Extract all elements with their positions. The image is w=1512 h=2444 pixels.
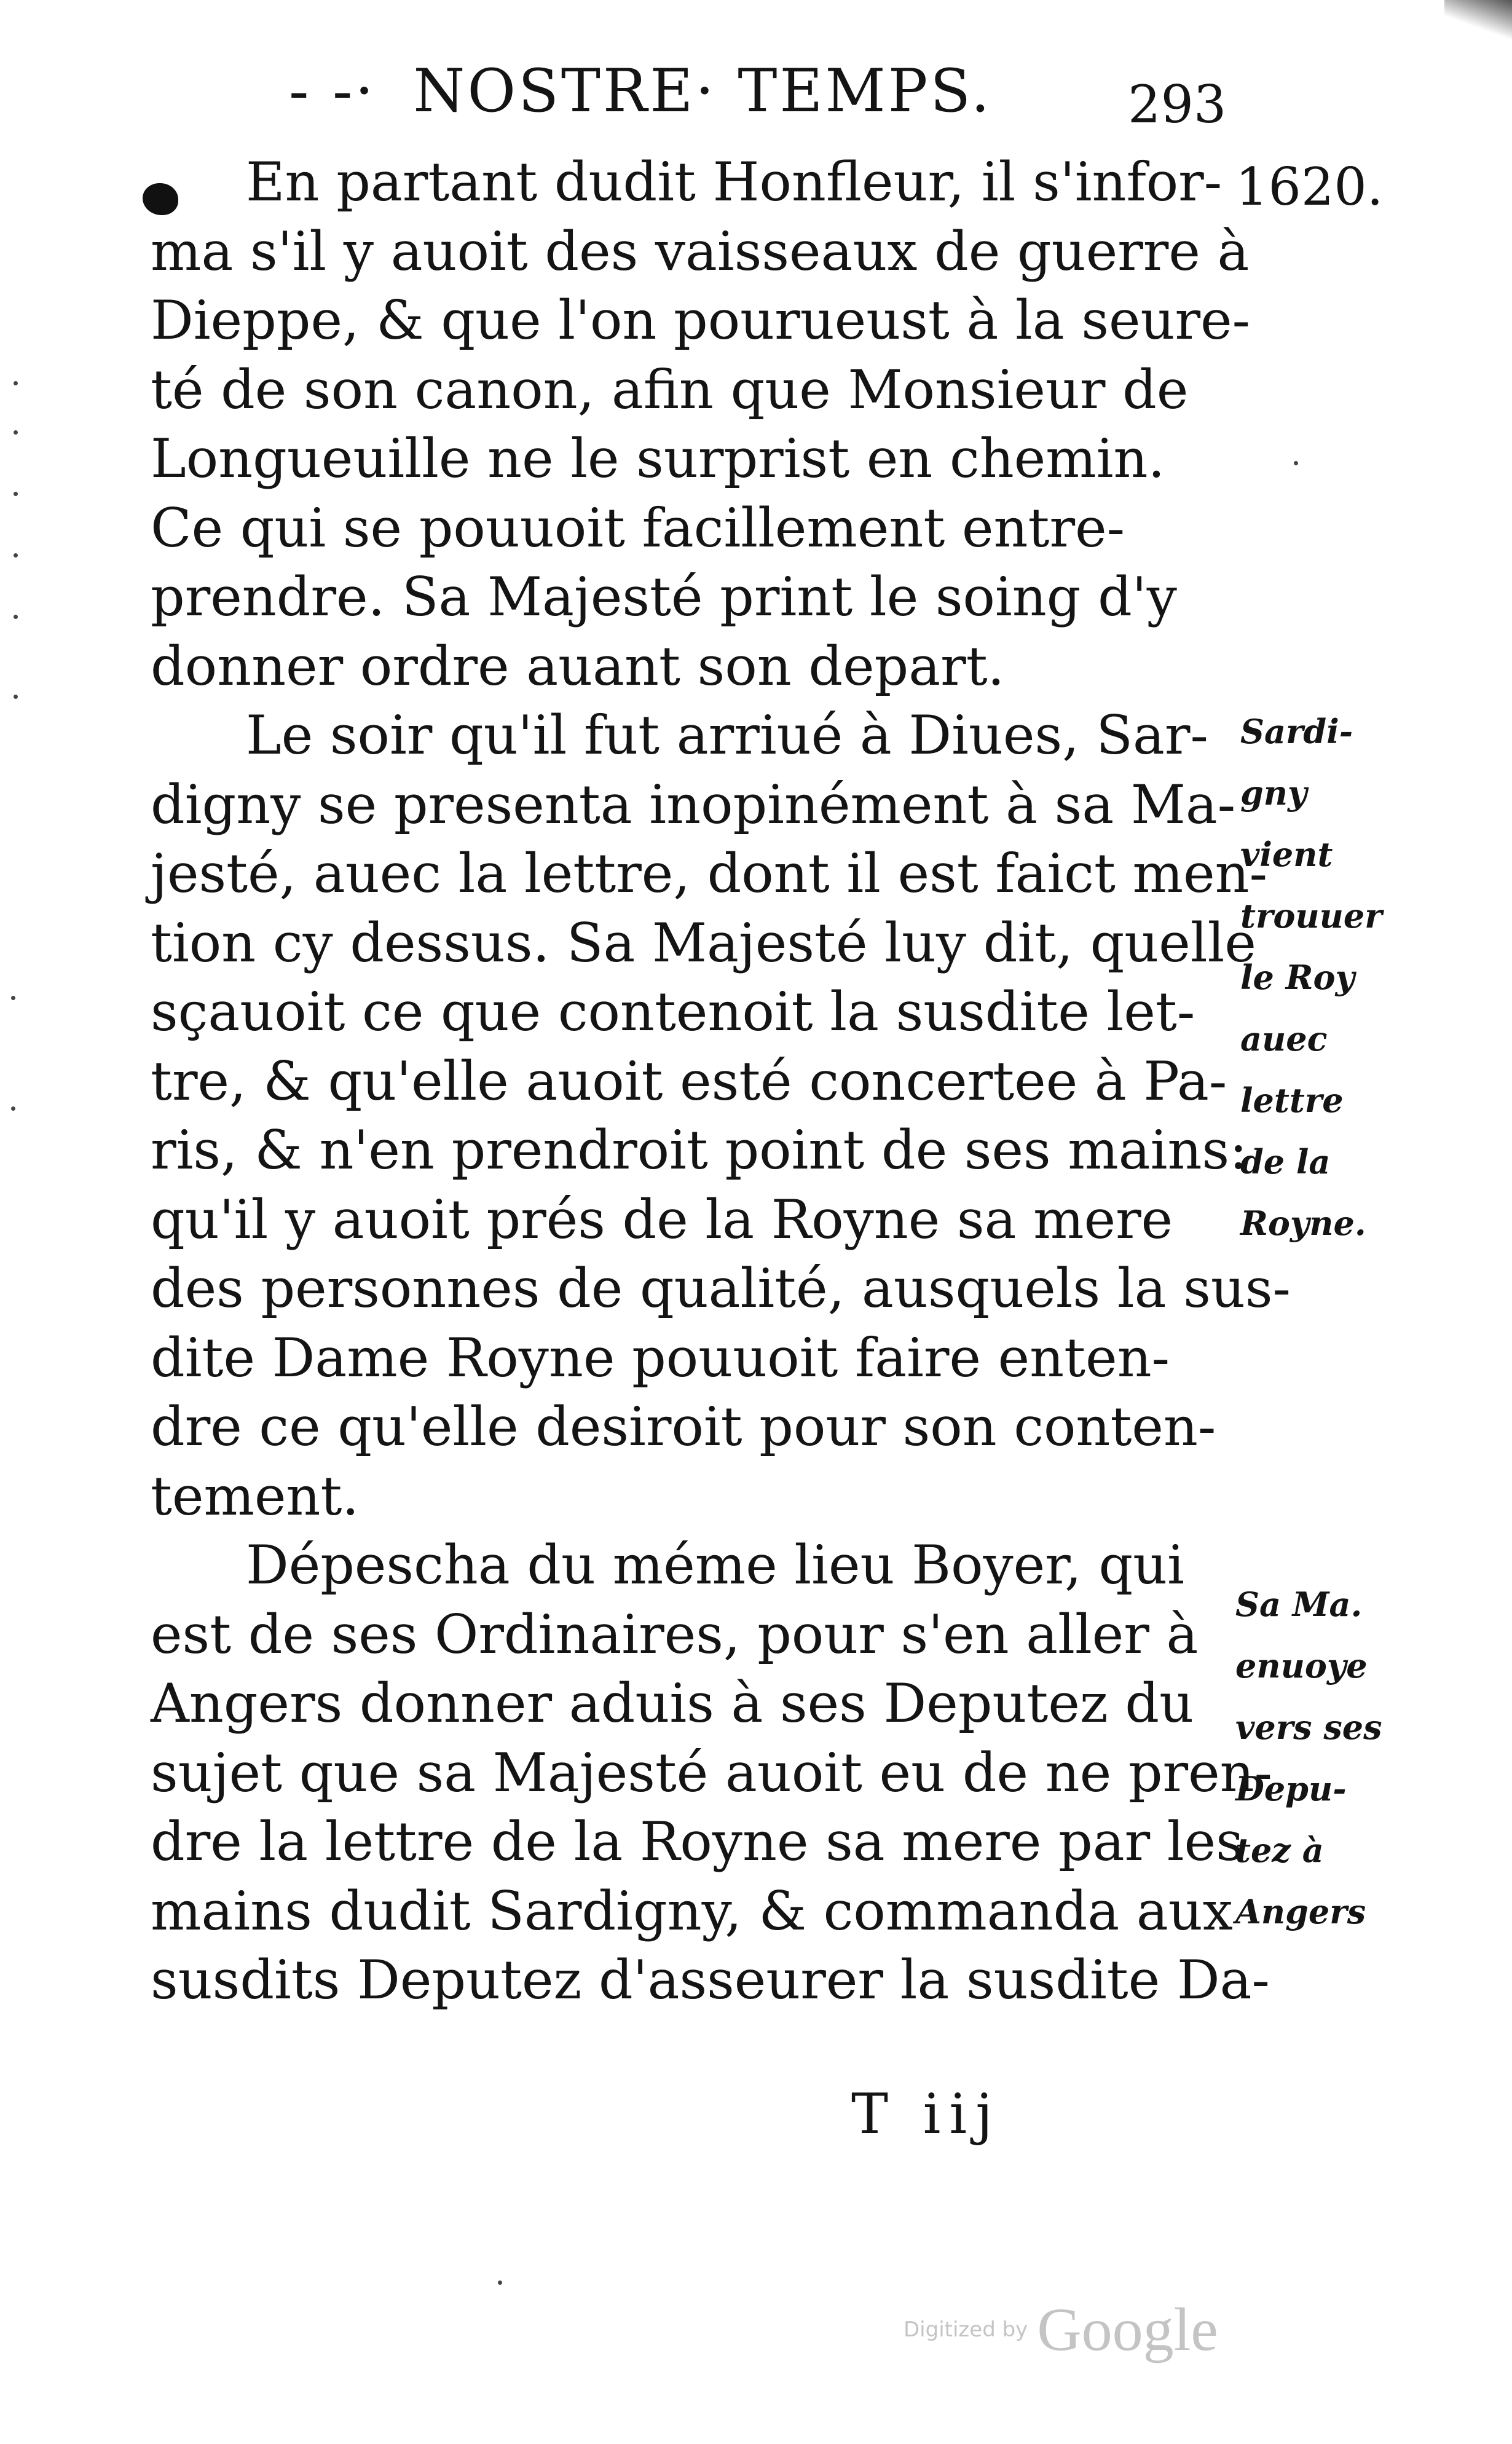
text-line: dre la lettre de la Royne sa mere par les	[151, 1810, 1243, 1873]
text-line: jesté, auec la lettre, dont il est faict men-	[151, 842, 1268, 905]
ink-speck	[14, 695, 18, 699]
text-line: prendre. Sa Majesté print le soing d'y	[151, 566, 1177, 628]
text-line: est de ses Ordinaires, pour s'en aller à	[151, 1602, 1199, 1666]
ink-speck	[498, 2280, 502, 2285]
margin-note-line: gny	[1240, 773, 1307, 813]
text-line: tre, & qu'elle auoit esté concertee à Pa-	[151, 1049, 1227, 1113]
text-line: dre ce qu'elle desiroit pour son conten-	[151, 1395, 1216, 1458]
text-line: des personnes de qualité, ausquels la sus-	[151, 1257, 1291, 1320]
text-line: Le soir qu'il fut arriué à Diues, Sar-	[246, 704, 1208, 767]
page-edge-shadow	[1444, 0, 1512, 43]
margin-note-line: Angers	[1235, 1892, 1366, 1931]
digitized-by-google-watermark	[904, 2295, 1218, 2363]
page-number: 293	[1128, 74, 1227, 135]
margin-note-line: lettre	[1240, 1081, 1344, 1120]
margin-note-line: Sardi-	[1240, 712, 1353, 751]
text-line: Longueuille ne le surprist en chemin.	[151, 427, 1165, 490]
margin-note-line: le Roy	[1240, 958, 1355, 997]
margin-note-line: Depu-	[1235, 1769, 1347, 1808]
text-line: dite Dame Royne pouuoit faire enten-	[151, 1326, 1170, 1389]
text-line: tement.	[151, 1464, 360, 1528]
margin-note-line: Sa Ma.	[1235, 1585, 1363, 1624]
header-leading-marks: - -·	[289, 57, 376, 125]
margin-note-line: Royne.	[1240, 1204, 1366, 1243]
margin-year: 1620.	[1235, 157, 1384, 217]
running-header	[289, 57, 993, 125]
margin-note-sa-majeste	[1235, 1574, 1382, 1942]
ink-speck	[14, 615, 18, 619]
text-line: mains dudit Sardigny, & commanda aux	[151, 1879, 1233, 1942]
text-line: susdits Deputez d'asseurer la susdite Da-	[151, 1949, 1270, 2011]
text-line: sçauoit ce que contenoit la susdite let-	[151, 980, 1195, 1043]
text-line: Angers donner aduis à ses Deputez du	[151, 1672, 1194, 1735]
margin-note-line: de la	[1240, 1142, 1331, 1181]
text-line: sujet que sa Majesté auoit eu de ne pren-	[151, 1741, 1273, 1804]
text-line: Ce qui se pouuoit facillement entre-	[151, 496, 1125, 559]
watermark-prefix: Digitized by	[904, 2317, 1028, 2342]
text-line: ma s'il y auoit des vaisseaux de guerre à	[151, 219, 1250, 283]
text-line: Dépescha du méme lieu Boyer, qui	[246, 1534, 1185, 1596]
text-line: tion cy dessus. Sa Majesté luy dit, quelle	[151, 911, 1256, 974]
text-line: té de son canon, afin que Monsieur de	[151, 358, 1189, 421]
text-line: ris, & n'en prendroit point de ses mains:	[151, 1119, 1248, 1181]
margin-note-line: vient	[1240, 835, 1333, 874]
text-line: Dieppe, & que l'on pourueust à la seure-	[151, 289, 1251, 352]
ink-speck	[11, 1106, 15, 1111]
google-logo: Google	[1037, 2295, 1218, 2363]
ink-speck	[14, 430, 18, 435]
text-line: En partant dudit Honfleur, il s'infor-	[246, 151, 1223, 213]
text-line: donner ordre auant son depart.	[151, 634, 1005, 698]
margin-note-line: tez à	[1235, 1831, 1324, 1870]
text-line: digny se presenta inopinément à sa Ma-	[151, 773, 1236, 836]
margin-note-line: trouuer	[1240, 896, 1382, 936]
margin-note-sardigny	[1240, 701, 1382, 1254]
ink-speck	[14, 492, 18, 496]
margin-note-line: enuoye	[1235, 1646, 1368, 1685]
running-title: NOSTRE· TEMPS.	[413, 57, 993, 125]
text-line: qu'il y auoit prés de la Royne sa mere	[151, 1188, 1173, 1251]
margin-note-line: vers ses	[1235, 1708, 1382, 1747]
margin-note-line: auec	[1240, 1019, 1328, 1058]
ink-speck	[11, 996, 15, 1000]
signature-mark: T iij	[851, 2082, 1002, 2146]
ink-speck	[14, 381, 18, 385]
ink-speck	[14, 553, 18, 558]
ink-speck	[1294, 461, 1298, 465]
